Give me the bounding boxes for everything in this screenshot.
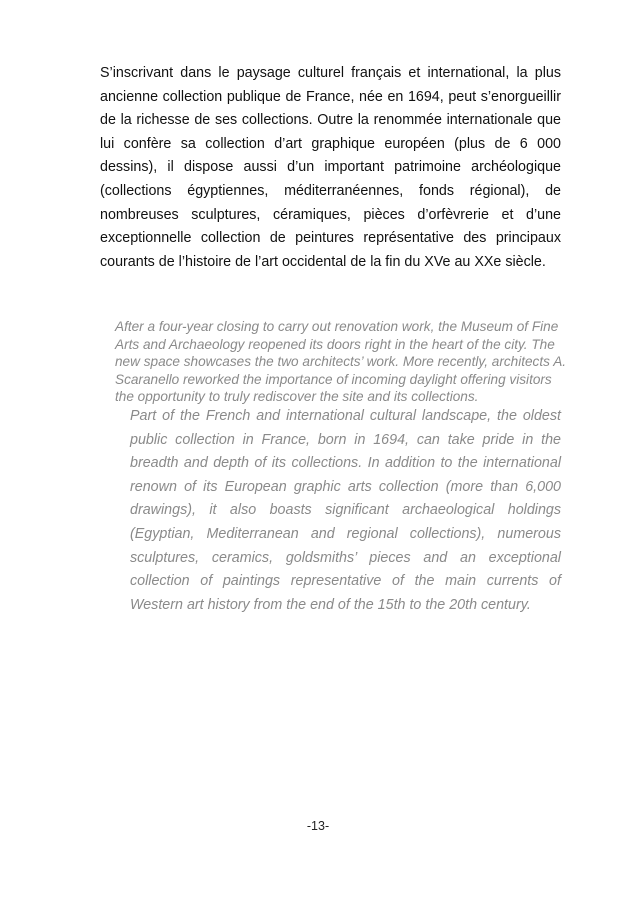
page-number: -13-	[306, 819, 330, 833]
english-summary-paragraph: After a four-year closing to carry out renovation work, the Museum of Fine Arts and Archaeology reopened its doors right in the heart of the city. The new space showcases the two architects’ work. More recently, architects A. Scaranello reworked the importance of incoming daylight offering visitors the opportunity to truly rediscover the site and its collections.	[115, 319, 567, 405]
english-translation-paragraph: Part of the French and international cultural landscape, the oldest public collection in France, born in 1694, can take pride in the breadth and depth of its collections. In addition to the international renown of its European graphic arts collection (more than 6,000 drawings), it also boasts significant archaeological holdings (Egyptian, Mediterranean and regional collections), numerous sculptures, ceramics, goldsmiths’ pieces and an exceptional collection of paintings representative of the main currents of Western art history from the end of the 15th to the 20th century.	[130, 408, 561, 613]
french-paragraph: S’inscrivant dans le paysage culturel français et international, la plus ancienne collection publique de France, née en 1694, peut s’enorgueillir de la richesse de ses collections. Outre la renommée internationale que lui confère sa collection d’art graphique européen (plus de 6 000 dessins), il dispose aussi d’un important patrimoine archéologique (collections égyptiennes, méditerranéennes, fonds régional), de nombreuses sculptures, céramiques, pièces d’orfèvrerie et d’une exceptionnelle collection de peintures représentative des principaux courants de l’histoire de l’art occidental de la fin du XVe au XXe siècle.	[100, 65, 561, 270]
